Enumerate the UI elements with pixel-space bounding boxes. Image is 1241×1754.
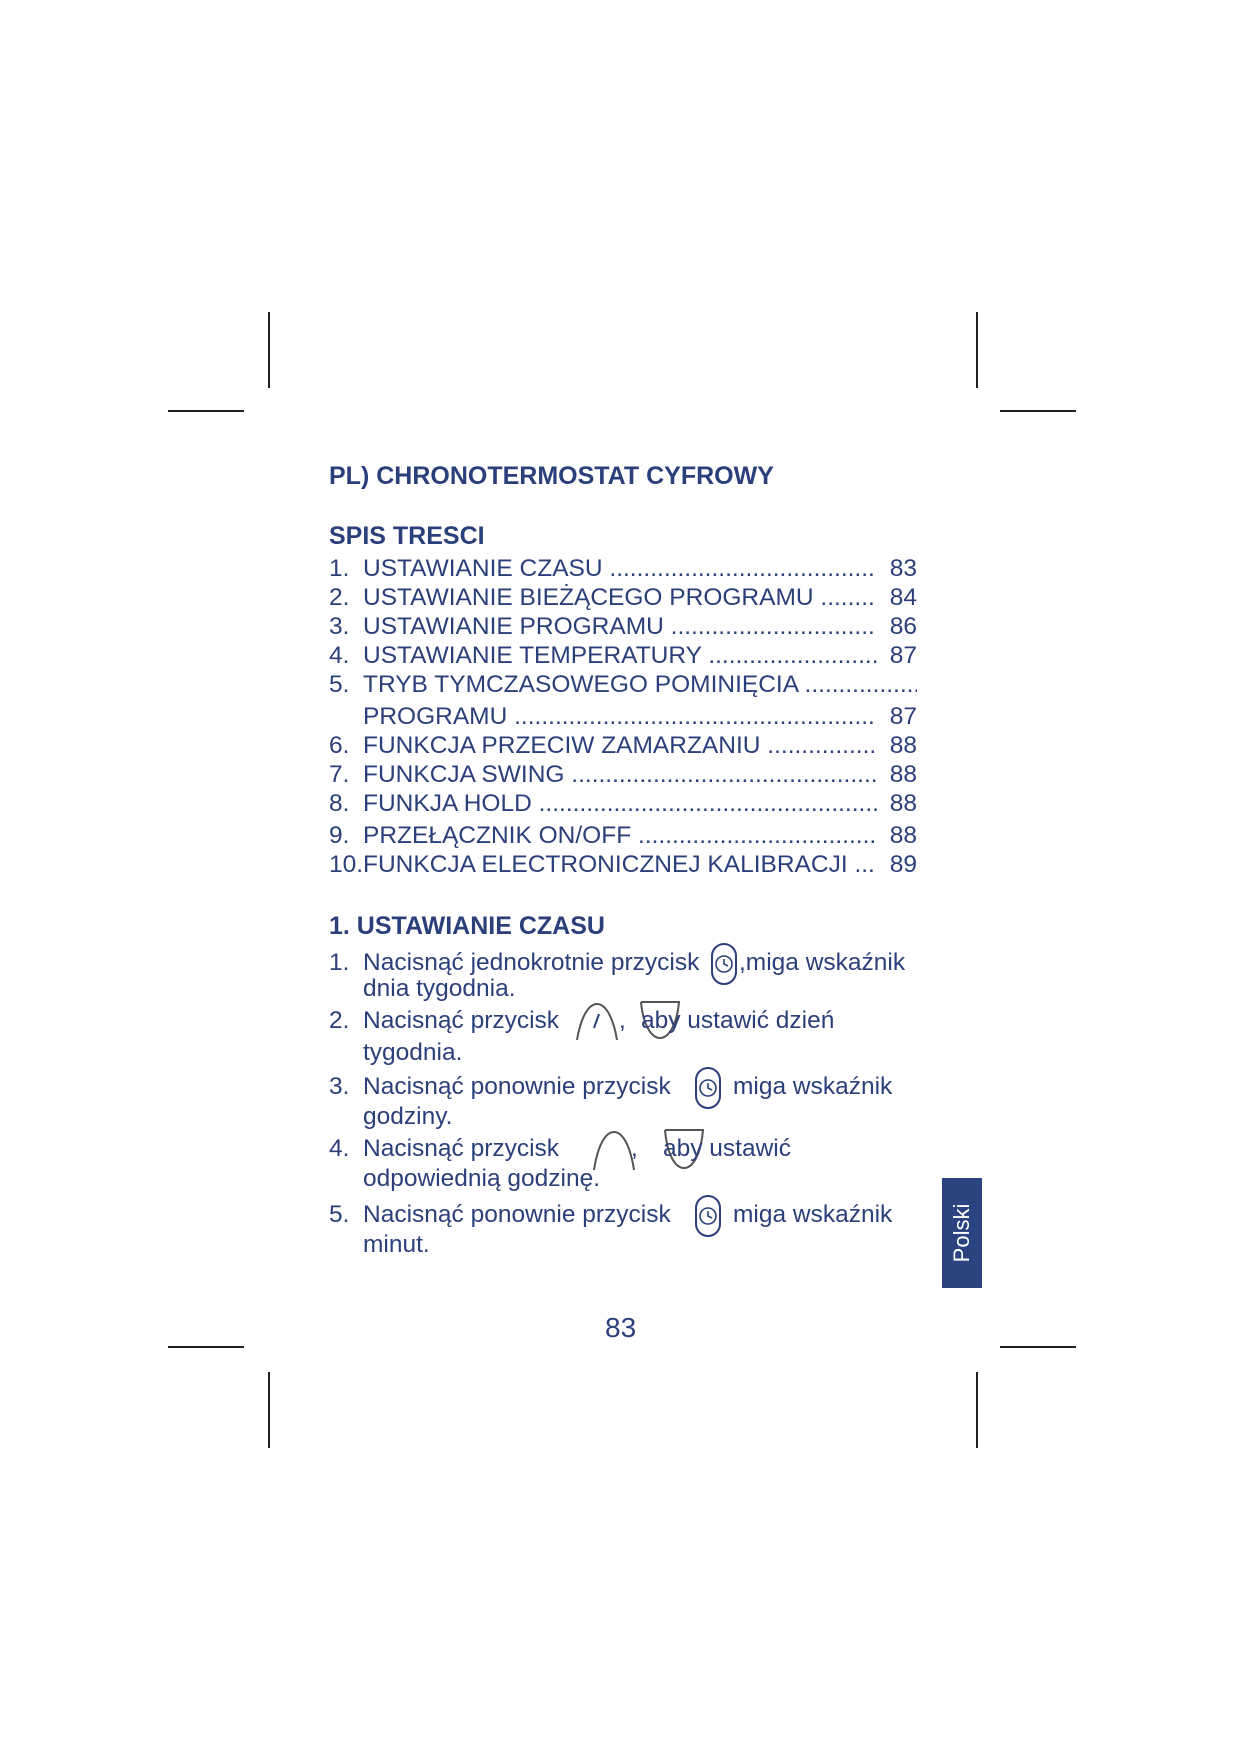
toc-item: 8. FUNKJA HOLD ..... 88: [329, 790, 917, 819]
toc-item: 9. PRZEŁĄCZNIK ON/OFF ..... 88: [329, 822, 917, 851]
crop-mark: [168, 410, 244, 412]
instruction-step: 3. Nacisnąć ponownie przycisk miga wskaźnik godziny.: [329, 1072, 919, 1132]
toc-item: 6. FUNKCJA PRZECIW ZAMARZANIU ..... 88: [329, 732, 917, 761]
crop-mark: [1000, 410, 1076, 412]
crop-mark: [268, 312, 270, 388]
toc-item: 3. USTAWIANIE PROGRAMU ..... 86: [329, 613, 917, 642]
toc-item: 10. FUNKCJA ELECTRONICZNEJ KALIBRACJI ..... 89: [329, 851, 917, 880]
clock-button-icon: [693, 1066, 723, 1110]
crop-mark: [268, 1372, 270, 1448]
toc-item: 7. FUNKCJA SWING ..... 88: [329, 761, 917, 790]
toc-item: 5. TRYB TYMCZASOWEGO POMINIĘCIA .....: [329, 671, 917, 700]
instruction-step: 2. Nacisnąć przycisk , aby ustawić dzień tygodnia.: [329, 1006, 919, 1070]
section-heading: 1. USTAWIANIE CZASU: [329, 912, 605, 940]
crop-mark: [976, 312, 978, 388]
toc-item: 1. USTAWIANIE CZASU ..... 83: [329, 555, 917, 584]
toc-item-continuation: PROGRAMU ..... 87: [329, 703, 917, 732]
toc-item: 2. USTAWIANIE BIEŻĄCEGO PROGRAMU ..... 84: [329, 584, 917, 613]
language-tab: [942, 1178, 982, 1288]
instruction-step: 5. Nacisnąć ponownie przycisk miga wskaźnik minut.: [329, 1200, 919, 1260]
page-number: 83: [605, 1312, 637, 1343]
clock-button-icon: [693, 1194, 723, 1238]
instruction-step: 1. Nacisnąć jednokrotnie przycisk ,miga wskaźnik dnia tygodnia.: [329, 948, 919, 1008]
crop-mark: [976, 1372, 978, 1448]
toc-item: 4. USTAWIANIE TEMPERATURY ..... 87: [329, 642, 917, 671]
toc-heading: SPIS TRESCI: [329, 522, 485, 550]
crop-mark: [168, 1346, 244, 1348]
language-tab-label: Polski: [949, 1203, 974, 1263]
clock-button-icon: [709, 942, 739, 986]
up-button-icon: [575, 1002, 619, 1042]
crop-mark: [1000, 1346, 1076, 1348]
document-title: PL) CHRONOTERMOSTAT CYFROWY: [329, 462, 774, 490]
instruction-step: 4. Nacisnąć przycisk , aby ustawić odpowiednią godzinę.: [329, 1134, 919, 1194]
